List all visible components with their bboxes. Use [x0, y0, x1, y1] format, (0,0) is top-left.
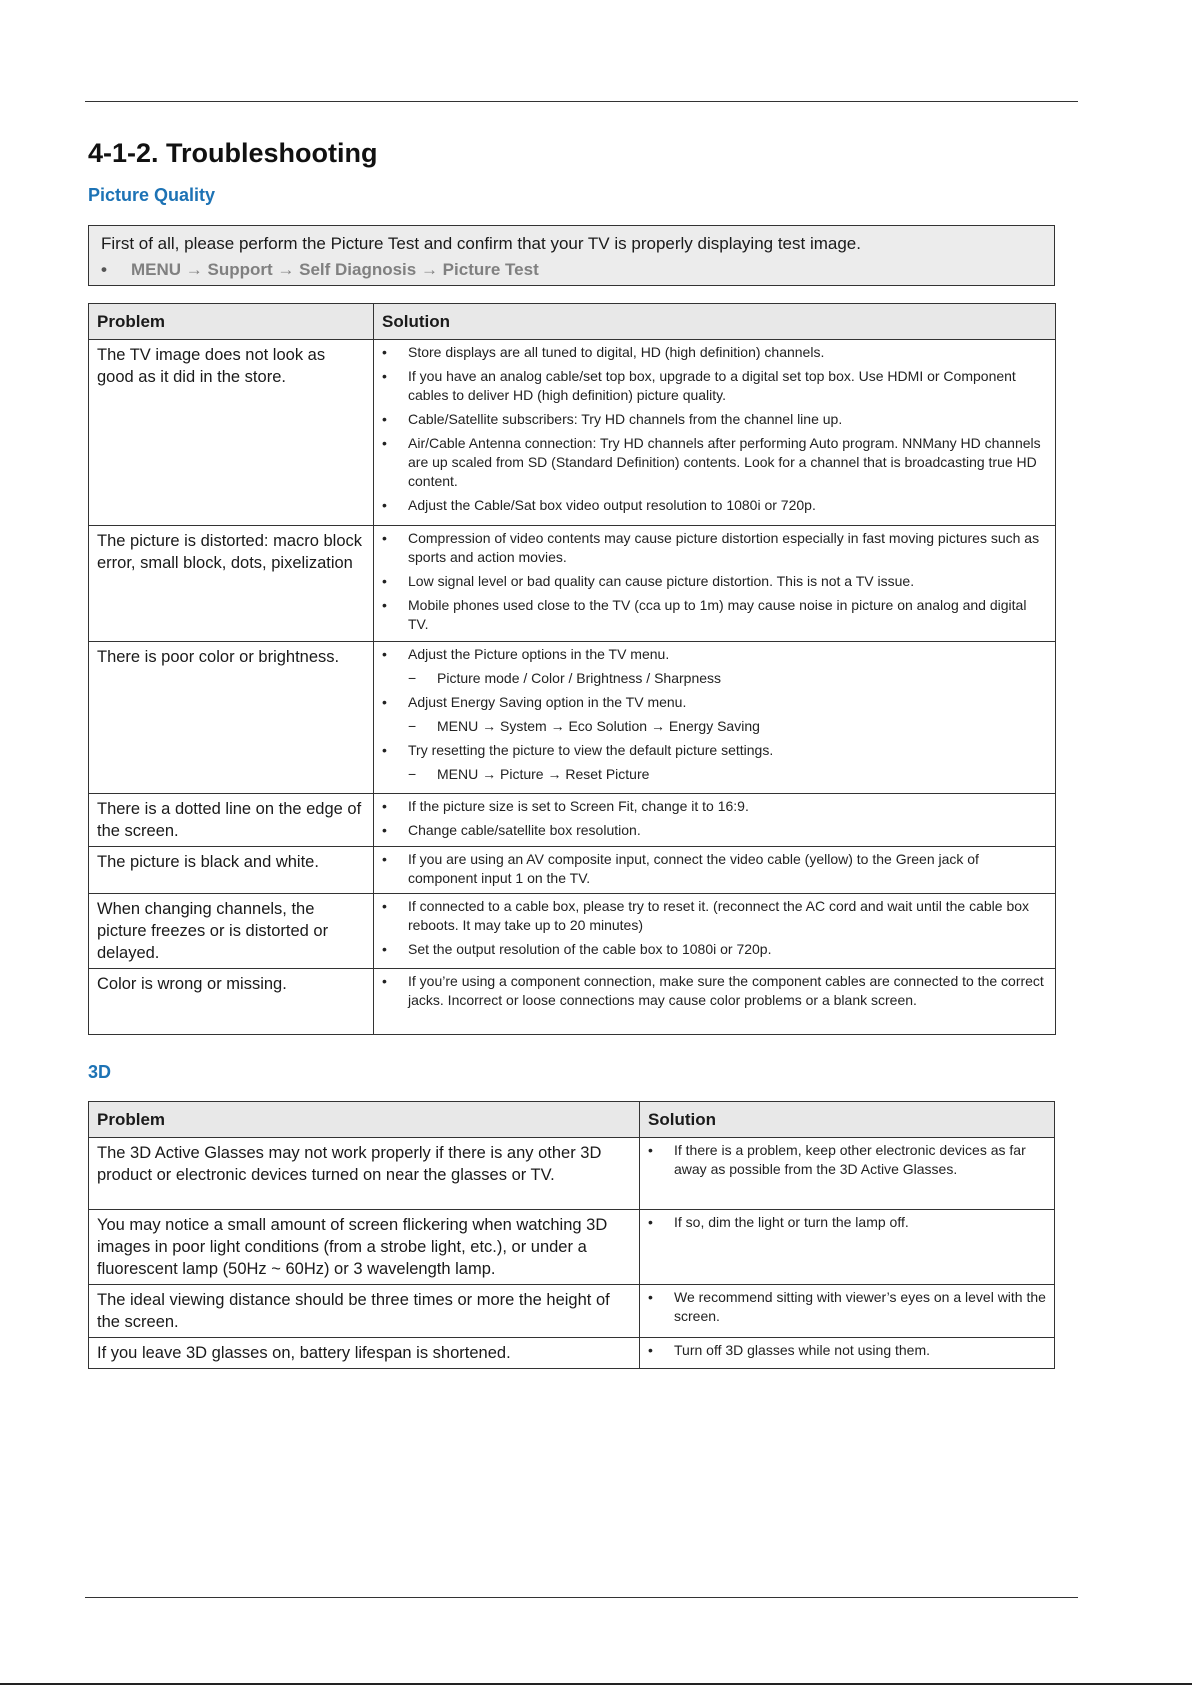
solution-cell	[640, 1138, 1055, 1210]
problem-column-header: Problem	[89, 304, 374, 340]
solution-item: • If you have an analog cable/set top box, upgrade to a digital set top box. Use HDMI or Component cables to deliver HD (high definition) picture quality.	[380, 367, 1049, 405]
solution-item: • Mobile phones used close to the TV (cca up to 1m) may cause noise in picture on analog and digital TV.	[380, 596, 1049, 634]
table-row	[89, 340, 1056, 526]
table-header-row	[89, 1102, 1055, 1138]
solution-column-header: Solution	[640, 1102, 1055, 1138]
solution-cell	[374, 894, 1056, 969]
solution-cell	[640, 1285, 1055, 1338]
solution-item: • Low signal level or bad quality can cause picture distortion. This is not a TV issue.	[380, 572, 1049, 591]
solution-item-text: Try resetting the picture to view the default picture settings.	[408, 742, 774, 758]
problem-cell: If you leave 3D glasses on, battery lifespan is shortened.	[89, 1338, 640, 1369]
solution-item: • Turn off 3D glasses while not using them.	[646, 1341, 1048, 1360]
note-text: First of all, please perform the Picture Test and confirm that your TV is properly displaying test image.	[101, 234, 861, 253]
problem-cell: Color is wrong or missing.	[89, 969, 374, 1035]
solution-item: • Cable/Satellite subscribers: Try HD channels from the channel line up.	[380, 410, 1049, 429]
solution-item: • We recommend sitting with viewer’s eyes on a level with the screen.	[646, 1288, 1048, 1326]
solution-item: • Change cable/satellite box resolution.	[380, 821, 1049, 840]
solution-item: • If you are using an AV composite input, connect the video cable (yellow) to the Green jack of component input 1 on the TV.	[380, 850, 1049, 888]
solution-cell	[374, 340, 1056, 526]
header-rule	[85, 101, 1078, 102]
table-row	[89, 526, 1056, 642]
solution-cell	[640, 1210, 1055, 1285]
sub-item: − MENU → System → Eco Solution → Energy Saving	[408, 717, 1049, 736]
solution-cell	[640, 1338, 1055, 1369]
solution-item-text: Adjust Energy Saving option in the TV menu.	[408, 694, 687, 710]
solution-cell	[374, 526, 1056, 642]
table-row	[89, 1285, 1055, 1338]
three-d-table	[88, 1101, 1055, 1369]
solution-item: • If you’re using a component connection, make sure the component cables are connected to the correct jacks. Incorrect or loose connections may cause color problems or a blank screen.	[380, 972, 1049, 1010]
problem-cell: The ideal viewing distance should be three times or more the height of the screen.	[89, 1285, 640, 1338]
sub-item: − MENU → Picture → Reset Picture	[408, 765, 1049, 784]
table-row	[89, 969, 1056, 1035]
picture-test-note	[88, 225, 1055, 286]
note-menu-path: • MENU → Support → Self Diagnosis → Picture Test	[101, 260, 539, 279]
solution-item: • Air/Cable Antenna connection: Try HD channels after performing Auto program. NNMany HD channels are up scaled from SD (Standard Definition) contents. Look for a channel that is broadcasting true HD content.	[380, 434, 1049, 491]
solution-item-text: Adjust the Picture options in the TV menu.	[408, 646, 670, 662]
table-row	[89, 1210, 1055, 1285]
problem-cell: The TV image does not look as good as it did in the store.	[89, 340, 374, 526]
solution-cell	[374, 969, 1056, 1035]
solution-item: • Compression of video contents may cause picture distortion especially in fast moving pictures such as sports and action movies.	[380, 529, 1049, 567]
three-d-heading: 3D	[88, 1062, 112, 1082]
solution-cell	[374, 642, 1056, 794]
solution-item: • Adjust the Cable/Sat box video output resolution to 1080i or 720p.	[380, 496, 1049, 515]
table-row	[89, 642, 1056, 794]
solution-item: • Set the output resolution of the cable box to 1080i or 720p.	[380, 940, 1049, 959]
solution-cell	[374, 847, 1056, 894]
footer-rule	[85, 1597, 1078, 1598]
solution-item: • If so, dim the light or turn the lamp off.	[646, 1213, 1048, 1232]
problem-cell: You may notice a small amount of screen flickering when watching 3D images in poor light conditions (from a strobe light, etc.), or under a fluorescent lamp (50Hz ~ 60Hz) or 3 wavelength lamp.	[89, 1210, 640, 1285]
solution-item: • Store displays are all tuned to digital, HD (high definition) channels.	[380, 343, 1049, 362]
picture-quality-table	[88, 303, 1056, 1035]
problem-cell: There is a dotted line on the edge of the screen.	[89, 794, 374, 847]
table-row	[89, 894, 1056, 969]
solution-item	[380, 741, 1049, 784]
solution-cell	[374, 794, 1056, 847]
solution-column-header: Solution	[374, 304, 1056, 340]
problem-cell: The 3D Active Glasses may not work properly if there is any other 3D product or electronic devices turned on near the glasses or TV.	[89, 1138, 640, 1210]
table-row	[89, 847, 1056, 894]
note-path-text: MENU → Support → Self Diagnosis → Picture Test	[131, 260, 539, 279]
problem-cell: When changing channels, the picture freezes or is distorted or delayed.	[89, 894, 374, 969]
solution-item: • If the picture size is set to Screen Fit, change it to 16:9.	[380, 797, 1049, 816]
problem-cell: The picture is black and white.	[89, 847, 374, 894]
solution-item	[380, 645, 1049, 688]
table-row	[89, 794, 1056, 847]
solution-item: • If connected to a cable box, please try to reset it. (reconnect the AC cord and wait until the cable box reboots. It may take up to 20 minutes)	[380, 897, 1049, 935]
problem-cell: The picture is distorted: macro block error, small block, dots, pixelization	[89, 526, 374, 642]
solution-item	[380, 693, 1049, 736]
table-header-row	[89, 304, 1056, 340]
problem-column-header: Problem	[89, 1102, 640, 1138]
problem-cell: There is poor color or brightness.	[89, 642, 374, 794]
sub-item: − Picture mode / Color / Brightness / Sharpness	[408, 669, 1049, 688]
picture-quality-heading: Picture Quality	[88, 185, 216, 205]
page-title: 4-1-2. Troubleshooting	[88, 138, 378, 168]
table-row	[89, 1138, 1055, 1210]
table-row	[89, 1338, 1055, 1369]
solution-item: • If there is a problem, keep other electronic devices as far away as possible from the 3D Active Glasses.	[646, 1141, 1048, 1179]
